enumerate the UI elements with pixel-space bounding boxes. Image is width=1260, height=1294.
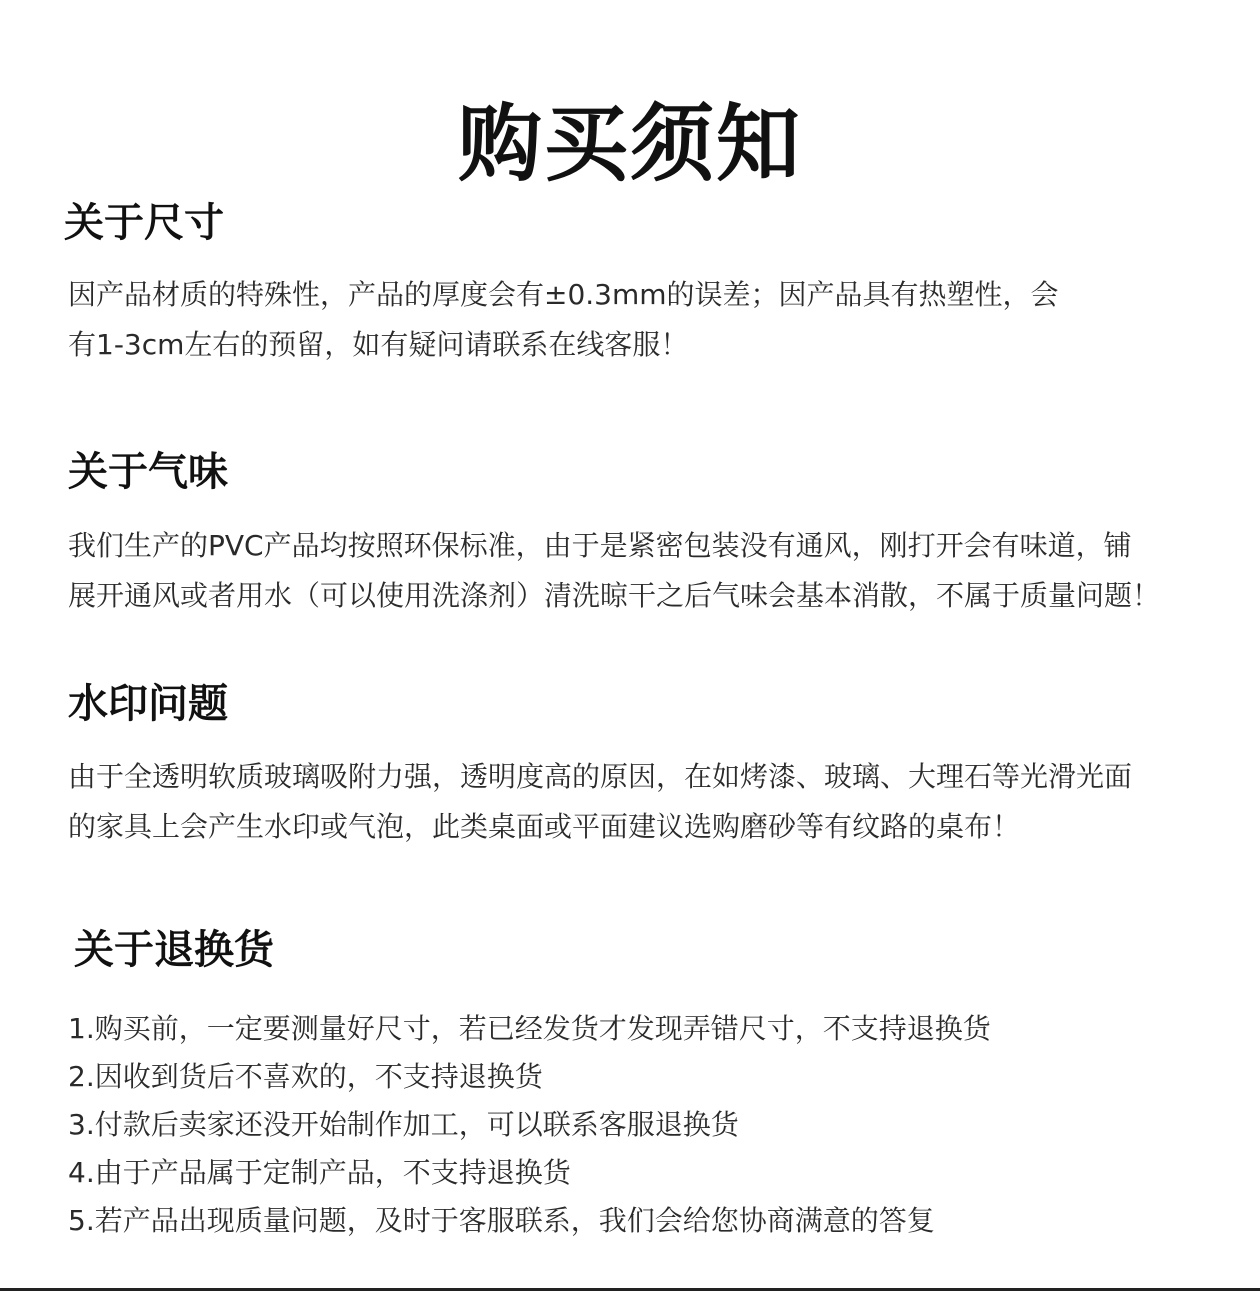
returns-policy-list bbox=[68, 1005, 991, 1245]
watermark-text-line-2: 的家具上会产生水印或气泡，此类桌面或平面建议选购磨砂等有纹路的桌布！ bbox=[68, 810, 1021, 843]
smell-section-text bbox=[68, 521, 1198, 621]
returns-section-heading: 关于退换货 bbox=[74, 927, 274, 973]
smell-section-heading: 关于气味 bbox=[68, 449, 228, 495]
list-item: 3.付款后卖家还没开始制作加工，可以联系客服退换货 bbox=[68, 1108, 739, 1141]
list-item: 2.因收到货后不喜欢的，不支持退换货 bbox=[68, 1060, 543, 1093]
size-text-line-2: 有1-3cm左右的预留，如有疑问请联系在线客服！ bbox=[68, 328, 689, 361]
size-section-heading: 关于尺寸 bbox=[64, 200, 224, 246]
size-section-text bbox=[68, 270, 1198, 370]
list-item: 5.若产品出现质量问题，及时于客服联系，我们会给您协商满意的答复 bbox=[68, 1204, 935, 1237]
watermark-text-line-1: 由于全透明软质玻璃吸附力强，透明度高的原因，在如烤漆、玻璃、大理石等光滑光面 bbox=[68, 760, 1133, 793]
watermark-section-heading: 水印问题 bbox=[68, 681, 228, 727]
watermark-section-text bbox=[68, 752, 1198, 852]
bottom-divider bbox=[0, 1288, 1260, 1291]
smell-text-line-1: 我们生产的PVC产品均按照环保标准，由于是紧密包装没有通风，刚打开会有味道，铺 bbox=[68, 529, 1132, 562]
list-item: 4.由于产品属于定制产品，不支持退换货 bbox=[68, 1156, 571, 1189]
smell-text-line-2: 展开通风或者用水（可以使用洗涤剂）清洗晾干之后气味会基本消散，不属于质量问题！ bbox=[68, 579, 1161, 612]
list-item: 1.购买前，一定要测量好尺寸，若已经发货才发现弄错尺寸，不支持退换货 bbox=[68, 1012, 991, 1045]
size-text-line-1: 因产品材质的特殊性，产品的厚度会有±0.3mm的误差；因产品具有热塑性，会 bbox=[68, 278, 1059, 311]
page-title: 购买须知 bbox=[457, 95, 802, 194]
